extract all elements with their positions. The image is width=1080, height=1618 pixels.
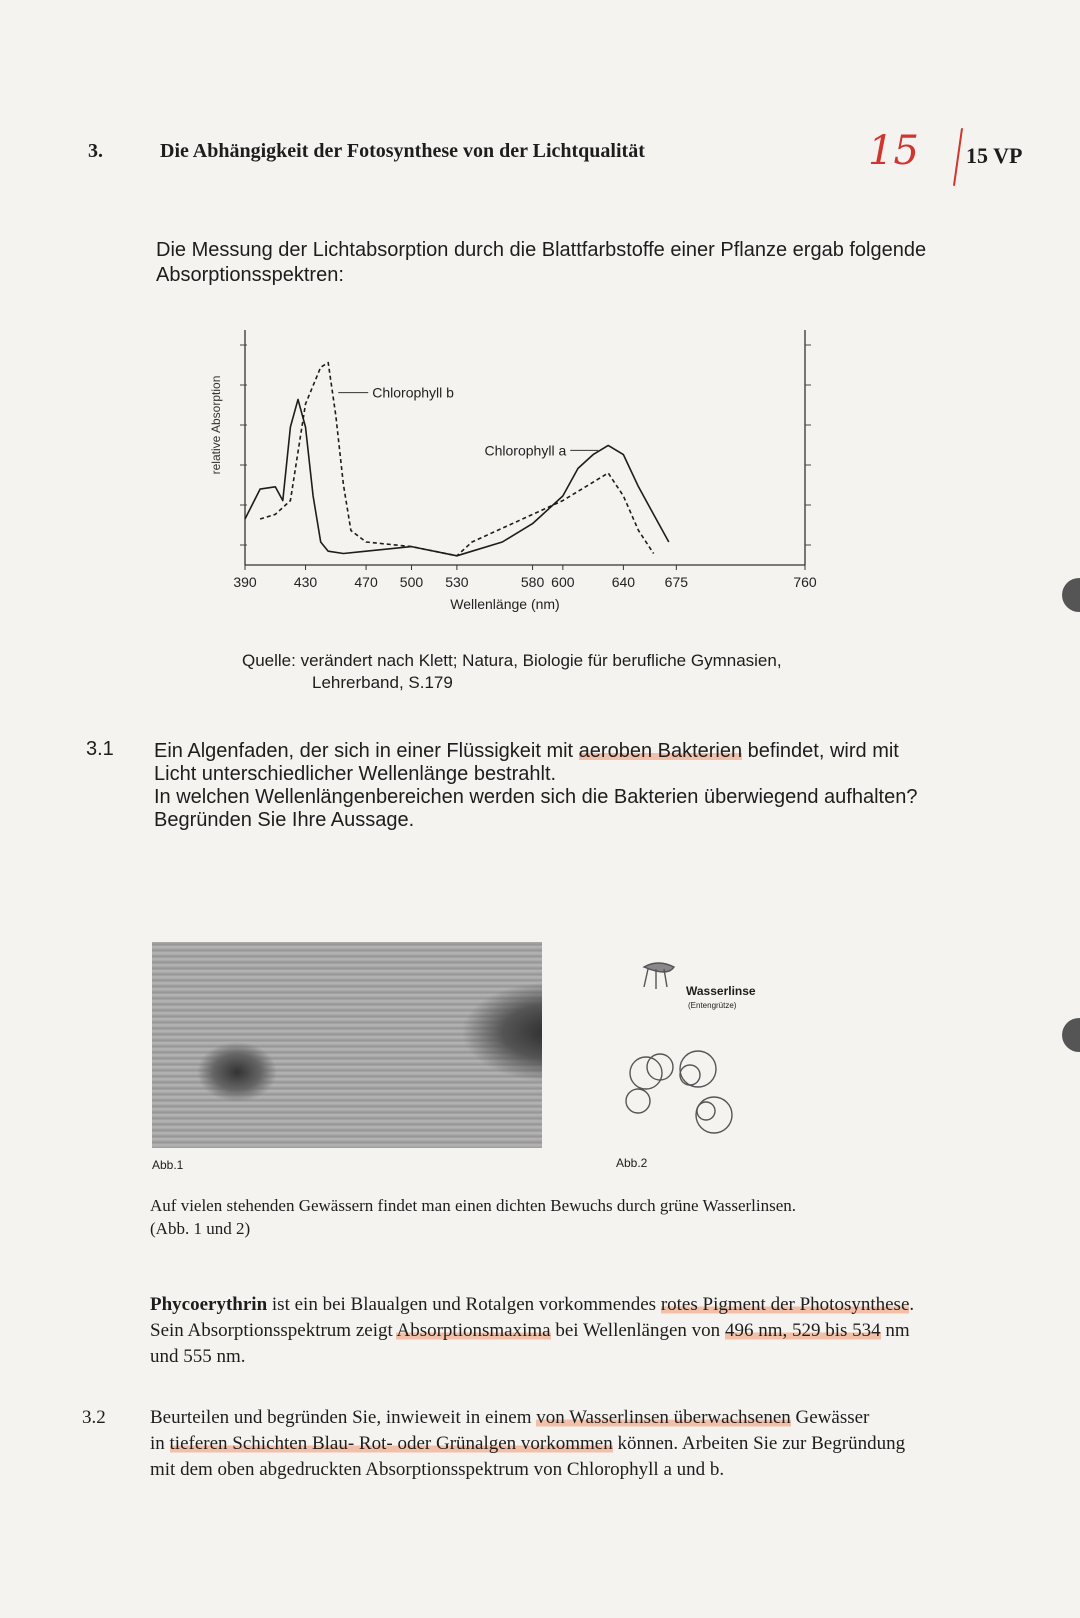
q31-line-3: In welchen Wellenlängenbereichen werden sich die Bakterien überwiegend aufhalten? bbox=[154, 786, 918, 808]
punch-hole-top bbox=[1062, 578, 1080, 612]
x-tick-label: 600 bbox=[551, 574, 575, 590]
x-tick-label: 390 bbox=[233, 574, 257, 590]
abb2-title: Wasserlinse bbox=[686, 984, 756, 998]
task-number: 3. bbox=[88, 140, 103, 162]
figure-caption bbox=[150, 1194, 796, 1240]
handwritten-score: 15 bbox=[868, 128, 919, 174]
q32-highlight-2: tieferen Schichten Blau- Rot- oder Grünalgen vorkommen bbox=[169, 1433, 613, 1454]
absorption-spectrum-chart bbox=[195, 325, 845, 635]
abb2-label: Abb.2 bbox=[616, 1156, 648, 1170]
q31-line-2: Licht unterschiedlicher Wellenlänge bestrahlt. bbox=[154, 763, 557, 785]
x-tick-label: 500 bbox=[399, 574, 424, 590]
q31-line1-b: befindet, wird mit bbox=[742, 740, 899, 762]
intro-line-2: Absorptionsspektren: bbox=[156, 264, 344, 286]
source-line-1: Quelle: verändert nach Klett; Natura, Biologie für berufliche Gymnasien, bbox=[242, 651, 782, 670]
intro-line-1: Die Messung der Lichtabsorption durch die Blattfarbstoffe einer Pflanze ergab folgende bbox=[156, 239, 927, 261]
x-tick-label: 760 bbox=[793, 574, 817, 590]
q32-line2-a: in bbox=[150, 1433, 170, 1454]
phyco-line-1 bbox=[150, 1292, 1070, 1318]
figure-caption-line-2: (Abb. 1 und 2) bbox=[150, 1219, 251, 1238]
phyco-line2-a: Sein Absorptionsspektrum zeigt bbox=[150, 1320, 397, 1341]
source-line-2: Lehrerband, S.179 bbox=[312, 673, 453, 692]
phyco-highlight-1: rotes Pigment der Photosynthese bbox=[660, 1294, 910, 1315]
phycoerythrin-paragraph bbox=[150, 1292, 1070, 1370]
x-tick-label: 470 bbox=[354, 574, 378, 590]
phyco-line2-b: bei Wellenlängen von bbox=[550, 1320, 725, 1341]
phyco-line1-a: ist ein bei Blaualgen und Rotalgen vorkommendes bbox=[267, 1294, 661, 1315]
x-tick-label: 640 bbox=[611, 574, 636, 590]
duck-photo bbox=[152, 942, 542, 1148]
figure-caption-line-1: Auf vielen stehenden Gewässern findet man einen dichten Bewuchs durch grüne Wasserlinsen. bbox=[150, 1196, 797, 1215]
phyco-highlight-3: 496 nm, 529 bis 534 bbox=[724, 1320, 881, 1341]
q32-line-3: mit dem oben abgedruckten Absorptionsspektrum von Chlorophyll a und b. bbox=[150, 1459, 725, 1480]
phyco-line-3: und 555 nm. bbox=[150, 1346, 246, 1367]
question-3-2-text bbox=[150, 1405, 1070, 1483]
series-chlorophyll-b bbox=[260, 363, 653, 556]
q32-line1-b: Gewässer bbox=[790, 1407, 870, 1428]
x-tick-label: 675 bbox=[664, 574, 689, 590]
phyco-highlight-2: Absorptionsmaxima bbox=[396, 1320, 551, 1341]
intro-text bbox=[156, 238, 926, 288]
chart-source bbox=[242, 650, 782, 694]
duckweed-drawing bbox=[620, 955, 770, 1140]
task-title: Die Abhängigkeit der Fotosynthese von der Lichtqualität bbox=[160, 140, 645, 162]
q31-highlight: aeroben Bakterien bbox=[578, 740, 743, 762]
punch-hole-bottom bbox=[1062, 1018, 1080, 1052]
q32-highlight-1: von Wasserlinsen überwachsenen bbox=[536, 1407, 791, 1428]
label-chlorophyll-a: Chlorophyll a bbox=[484, 442, 567, 459]
q32-line1-a: Beurteilen und begründen Sie, inwieweit in einem bbox=[150, 1407, 537, 1428]
y-axis-label: relative Absorption bbox=[209, 375, 223, 475]
q31-line-4: Begründen Sie Ihre Aussage. bbox=[154, 809, 415, 831]
label-chlorophyll-b: Chlorophyll b bbox=[372, 384, 454, 401]
x-tick-label: 580 bbox=[520, 574, 545, 590]
phyco-line-2 bbox=[150, 1318, 1070, 1344]
x-axis-label: Wellenlänge (nm) bbox=[450, 596, 560, 612]
abb1-label: Abb.1 bbox=[152, 1158, 184, 1172]
question-3-2-number: 3.2 bbox=[82, 1407, 106, 1428]
phyco-term: Phycoerythrin bbox=[150, 1294, 268, 1315]
q32-line2-b: können. Arbeiten Sie zur Begründung bbox=[612, 1433, 906, 1454]
question-3-1-number: 3.1 bbox=[86, 738, 114, 760]
score-slash bbox=[953, 128, 963, 186]
q31-line-1 bbox=[154, 740, 1014, 763]
question-3-1-text bbox=[154, 740, 1014, 832]
q32-line-1 bbox=[150, 1405, 1070, 1431]
phyco-line2-c: nm bbox=[880, 1320, 910, 1341]
x-tick-label: 530 bbox=[445, 574, 469, 590]
q32-line-2 bbox=[150, 1431, 1070, 1457]
abb2-subtitle: (Entengrütze) bbox=[688, 1001, 737, 1010]
q31-line1-a: Ein Algenfaden, der sich in einer Flüssigkeit mit bbox=[154, 740, 579, 762]
phyco-line1-b: . bbox=[909, 1294, 915, 1315]
score-max: 15 VP bbox=[966, 143, 1023, 168]
x-tick-label: 430 bbox=[293, 574, 318, 590]
series-chlorophyll-a bbox=[245, 399, 669, 555]
